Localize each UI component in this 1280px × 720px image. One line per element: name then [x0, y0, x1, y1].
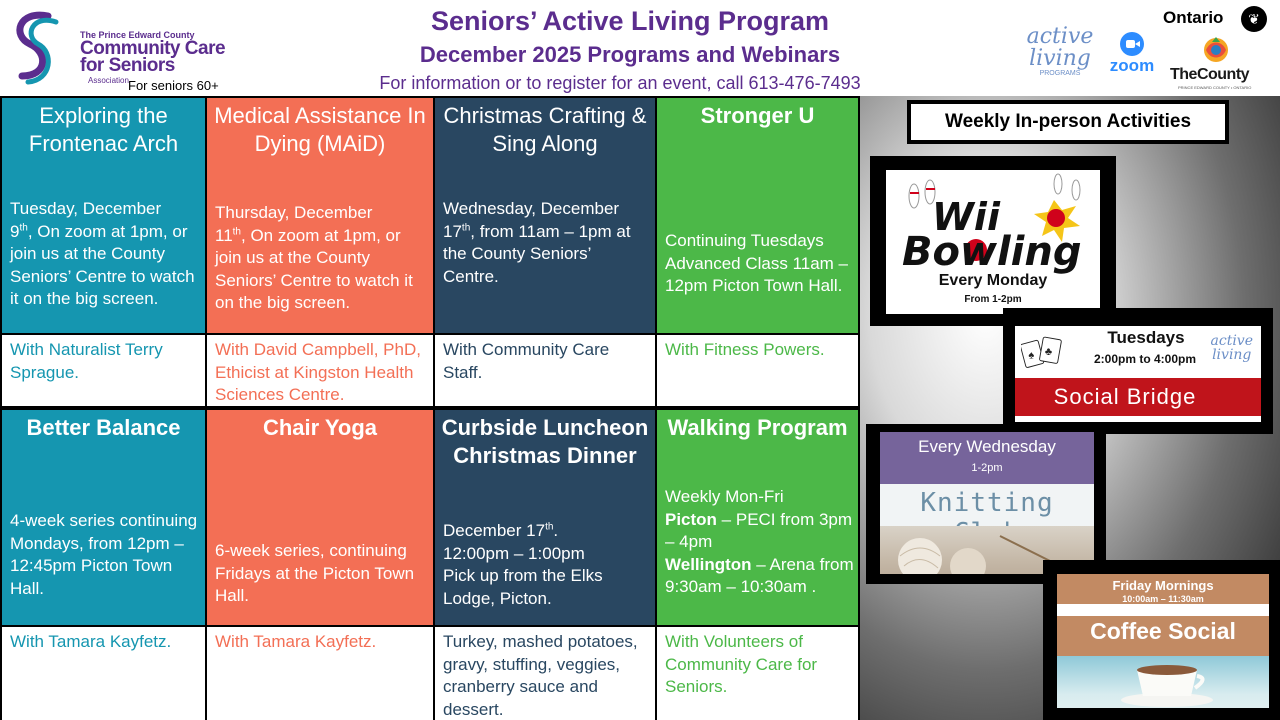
wii-bowling-title-line2: Bowling — [902, 229, 1082, 275]
program-title: Exploring the Frontenac Arch — [28, 103, 179, 156]
program-menu-curbside-luncheon: Turkey, mashed potatoes, gravy, stuffing, veggies, cranberry sauce and dessert. — [435, 627, 655, 720]
program-date-line: Tuesday, December — [10, 199, 162, 218]
program-day-suffix: th — [232, 225, 241, 237]
org-name — [80, 40, 225, 74]
program-title: Walking Program — [667, 415, 848, 440]
program-card-chair-yoga — [207, 410, 433, 625]
ontario-logo-text: Ontario — [1163, 8, 1224, 27]
program-grid — [0, 96, 860, 720]
org-small-text: The Prince Edward County — [80, 30, 195, 40]
program-details — [215, 202, 429, 315]
program-details — [665, 486, 854, 599]
coffee-cards-strip — [1057, 604, 1269, 616]
county-logo-icon — [1200, 34, 1232, 66]
org-assoc-text: Association — [88, 76, 129, 85]
wii-bowling-day: Every Monday — [938, 272, 1048, 289]
program-time: 12:00pm – 1:00pm — [443, 543, 585, 563]
active-living-logo — [1020, 26, 1100, 77]
program-date: December 17 — [443, 521, 546, 540]
program-card-better-balance — [2, 410, 205, 625]
active-logo-word1: active — [1026, 24, 1094, 49]
program-host-walking: With Volunteers of Community Care for Seniors. — [657, 627, 858, 720]
program-date-line: Thursday, December — [215, 203, 373, 222]
page-title: Seniors’ Active Living Program — [430, 6, 830, 36]
program-details: 4-week series continuing Mondays, from 12pm – 12:45pm Picton Town Hall. — [10, 511, 198, 598]
program-title: Better Balance — [26, 415, 181, 440]
zoom-text: zoom — [1109, 56, 1155, 75]
register-info: For information or to register for an event, call 613-476-7493 — [379, 73, 861, 93]
wii-bowling-time: From 1-2pm — [964, 294, 1022, 305]
coffee-social-day: Friday Mornings — [1112, 578, 1214, 593]
wii-bowling-card — [870, 156, 1116, 326]
program-title: Stronger U — [700, 103, 815, 128]
org-name-line1: Community Care — [80, 38, 226, 59]
program-card-frontenac — [2, 98, 205, 333]
social-bridge-image — [1015, 326, 1261, 422]
program-details — [443, 198, 651, 288]
program-host-chair-yoga: With Tamara Kayfetz. — [207, 627, 433, 720]
program-host-maid: With David Campbell, PhD, Ethicist at Kingston Health Sciences Centre. — [207, 335, 433, 406]
social-bridge-title: Social Bridge — [1053, 384, 1197, 409]
header — [0, 0, 1280, 96]
bridge-active-word1: active — [1210, 333, 1253, 349]
bridge-active-word2: living — [1212, 347, 1252, 363]
program-details-rest: , On zoom at 1pm, or join us at the County Seniors’ Centre to watch it on the big screen. — [215, 225, 413, 312]
program-details — [443, 520, 651, 610]
program-location-2-details: – Arena from 9:30am – 10:30am . — [665, 554, 854, 596]
coffee-cup-icon — [1057, 656, 1269, 708]
program-day: 11 — [215, 225, 233, 245]
wii-bowling-title-line1: Wii — [932, 195, 1000, 239]
social-bridge-time: 2:00pm to 4:00pm — [1093, 352, 1197, 366]
program-day-suffix: th — [19, 221, 28, 233]
org-name-line2: for Seniors — [80, 55, 175, 76]
program-details: 6-week series, continuing Fridays at the Picton Town Hall. — [215, 541, 415, 605]
active-logo-word2: living — [1029, 46, 1091, 71]
zoom-logo — [1104, 32, 1160, 76]
program-day-suffix: th — [461, 221, 471, 233]
program-card-maid — [207, 98, 433, 333]
active-logo-word3: PROGRAMS — [1039, 70, 1081, 77]
program-location-2: Wellington — [665, 554, 752, 574]
program-location-1-details: – PECI from 3pm – 4pm — [665, 509, 853, 551]
svg-text:♠: ♠ — [1028, 349, 1035, 362]
county-logo-subtext: PRINCE EDWARD COUNTY • ONTARIO — [1178, 85, 1252, 90]
program-location-1: Picton — [665, 509, 717, 529]
program-title: Chair Yoga — [262, 415, 378, 440]
program-card-stronger-u — [657, 98, 858, 333]
program-day: 17 — [443, 221, 462, 241]
coffee-social-image — [1057, 574, 1269, 708]
program-host-frontenac: With Naturalist Terry Sprague. — [2, 335, 205, 406]
playing-cards-icon — [1021, 334, 1067, 372]
weekly-activities-heading-box — [907, 100, 1229, 144]
coffee-social-card — [1043, 560, 1280, 720]
weekly-activities-heading: Weekly In-person Activities — [911, 104, 1225, 140]
coffee-social-title: Coffee Social — [1090, 618, 1236, 644]
social-bridge-day: Tuesdays — [1107, 328, 1185, 347]
program-details-rest: , from 11am – 1pm at the County Seniors’ Centre. — [443, 221, 631, 286]
county-logo-text: TheCounty — [1170, 66, 1250, 83]
program-card-walking — [657, 410, 858, 625]
svg-text:♣: ♣ — [1044, 345, 1053, 358]
zoom-camera-icon — [1120, 32, 1144, 56]
ontario-trillium-icon: ❦ — [1241, 6, 1267, 32]
wii-bowling-image — [886, 170, 1100, 314]
coffee-social-time: 10:00am – 11:30am — [1122, 594, 1204, 604]
program-day-suffix: th — [545, 521, 554, 533]
program-title: Christmas Crafting & Sing Along — [443, 103, 647, 156]
social-bridge-active-logo — [1211, 334, 1254, 362]
program-details: Continuing Tuesdays Advanced Class 11am – 12pm Picton Town Hall. — [665, 231, 849, 295]
program-host-stronger-u: With Fitness Powers. — [657, 335, 858, 406]
program-host-christmas-crafting: With Community Care Staff. — [435, 335, 655, 406]
coffee-cup-photo — [1057, 656, 1269, 708]
knitting-club-day: Every Wednesday — [918, 437, 1056, 456]
program-card-curbside-luncheon — [435, 410, 655, 625]
wii-bowling-title — [902, 195, 1082, 275]
program-details-rest: , On zoom at 1pm, or join us at the County Seniors’ Centre to watch it on the big screen. — [10, 221, 195, 308]
logo-mark-icon — [8, 6, 72, 86]
seniors-note: For seniors 60+ — [128, 78, 219, 93]
program-date-end: . — [553, 521, 559, 540]
page-subtitle: December 2025 Programs and Webinars — [419, 42, 841, 67]
program-details — [10, 198, 201, 311]
program-title: Medical Assistance In Dying (MAiD) — [214, 103, 426, 156]
program-day: 9 — [10, 221, 20, 241]
program-card-christmas-crafting — [435, 98, 655, 333]
program-host-better-balance: With Tamara Kayfetz. — [2, 627, 205, 720]
program-location: Pick up from the Elks Lodge, Picton. — [443, 566, 603, 608]
program-schedule: Weekly Mon-Fri — [665, 487, 784, 506]
program-date-line: Wednesday, December — [443, 199, 620, 218]
knitting-club-title: Knitting — [920, 488, 1054, 518]
program-title: Curbside Luncheon Christmas Dinner — [441, 415, 649, 468]
knitting-club-time: 1-2pm — [971, 462, 1003, 474]
knitting-club-image — [880, 432, 1094, 574]
social-bridge-card — [1003, 308, 1273, 434]
